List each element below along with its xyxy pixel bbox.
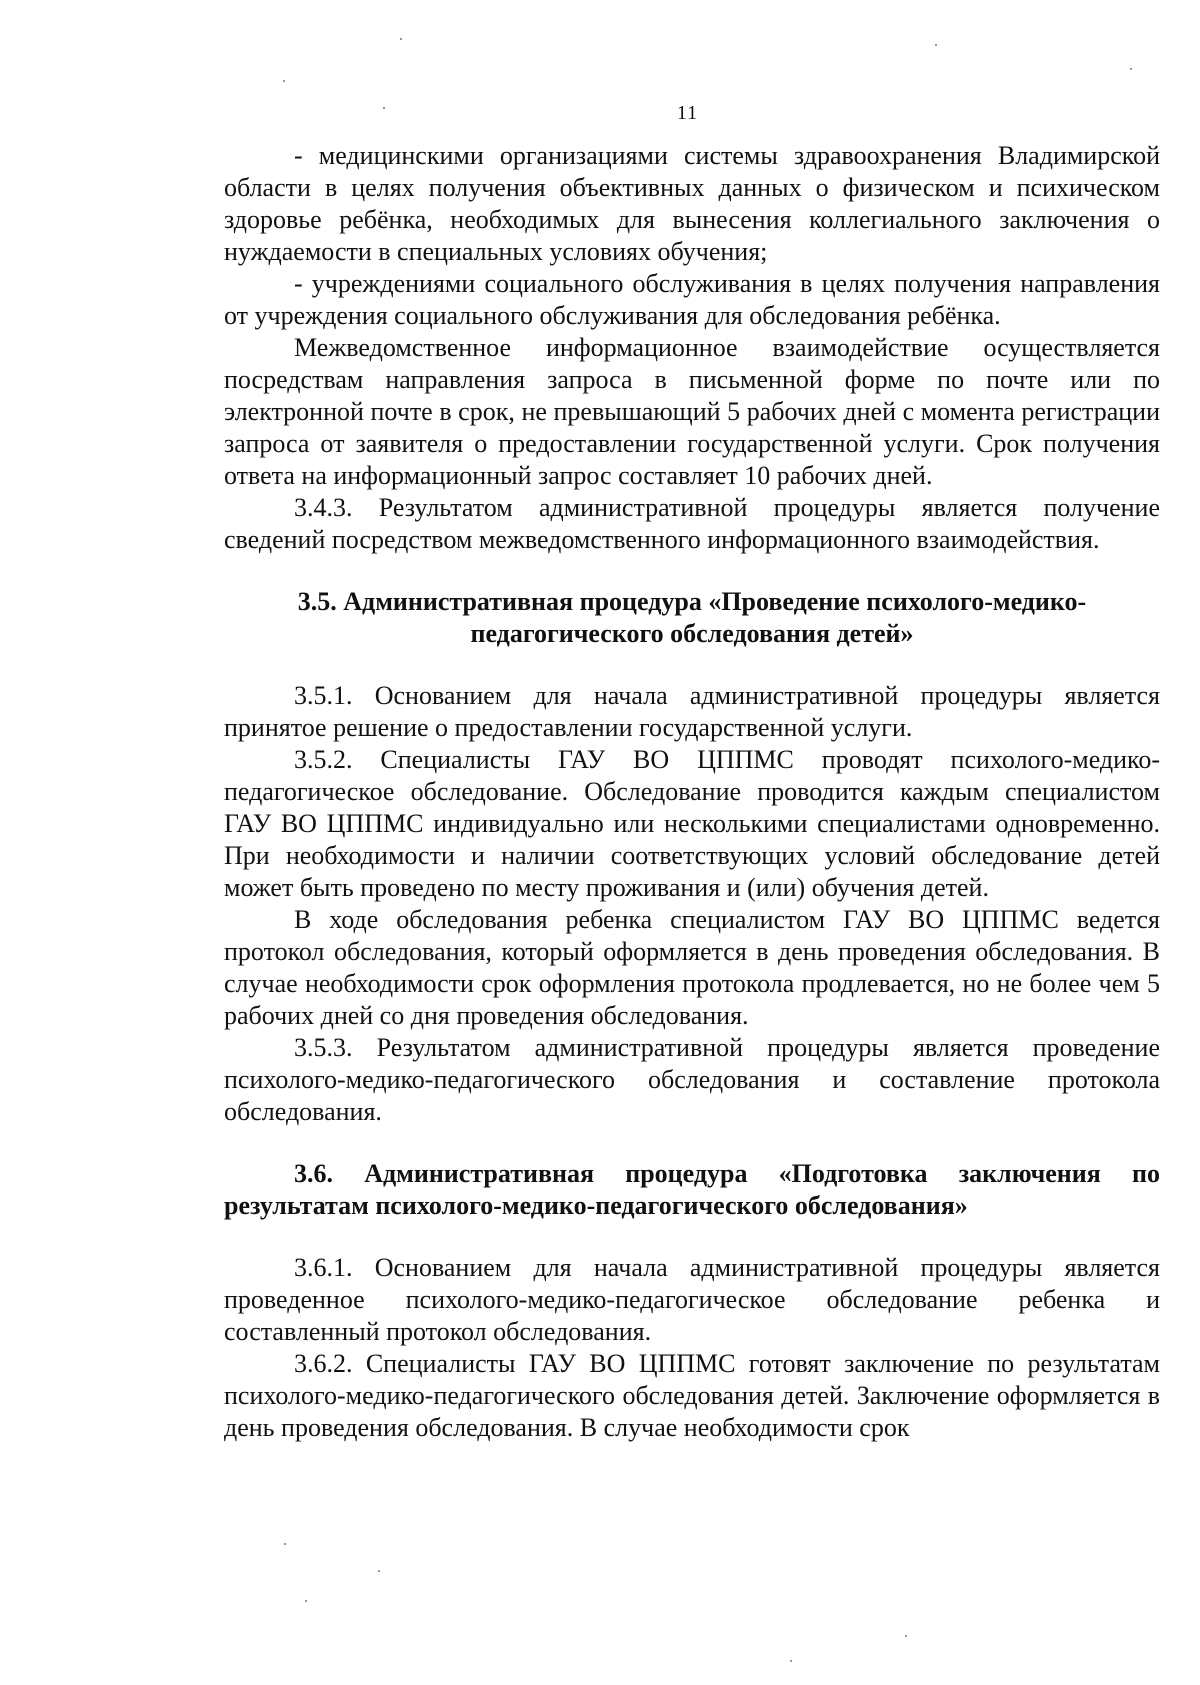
paragraph: В ходе обследования ребенка специалистом ГАУ ВО ЦППМС ведется протокол обследования, который оформляется в день проведения обследования. В случае необходимости срок оформления протокола продлевается, но не более чем 5 рабочих дней со дня проведения обследования. <box>224 905 1160 1030</box>
spacer <box>224 1222 1160 1252</box>
paragraph: Межведомственное информационное взаимодействие осуществляется посредствам направления запроса в письменной форме по почте или по электронной почте в срок, не превышающий 5 рабочих дней с момента регистрации запроса от заявителя о предоставлении государственной услуги. Срок получения ответа на информационный запрос составляет 10 рабочих дней. <box>224 333 1160 490</box>
scan-speck <box>283 80 285 82</box>
scan-speck <box>378 1570 380 1572</box>
paragraph: 3.6.1. Основанием для начала административной процедуры является проведенное психолого-медико-педагогическое обследование ребенка и составленный протокол обследования. <box>224 1253 1160 1346</box>
scan-speck <box>1130 68 1132 70</box>
paragraph: 3.5.3. Результатом административной процедуры является проведение психолого-медико-педагогического обследования и составление протокола обследования. <box>224 1033 1160 1126</box>
scan-speck <box>935 44 937 46</box>
spacer <box>224 650 1160 680</box>
paragraph: 3.6.2. Специалисты ГАУ ВО ЦППМС готовят заключение по результатам психолого-медико-педагогического обследования детей. Заключение оформляется в день проведения обследования. В случае необходимости срок <box>224 1349 1160 1442</box>
paragraph: 3.5.1. Основанием для начала административной процедуры является принятое решение о предоставлении государственной услуги. <box>224 681 1160 742</box>
document-body <box>224 140 1160 1444</box>
scan-speck <box>905 1635 907 1637</box>
spacer <box>224 1128 1160 1158</box>
section-heading-3-6: 3.6. Административная процедура «Подготовка заключения по результатам психолого-медико-педагогического обследования» <box>224 1159 1160 1220</box>
scan-speck <box>383 107 385 109</box>
paragraph: 3.5.2. Специалисты ГАУ ВО ЦППМС проводят психолого-медико-педагогическое обследование. Обследование проводится каждым специалистом ГАУ ВО ЦППМС индивидуально или несколькими специалистами одновременно. При необходимости и наличии соответствующих условий обследование детей может быть проведено по месту проживания и (или) обучения детей. <box>224 745 1160 902</box>
paragraph: - медицинскими организациями системы здравоохранения Владимирской области в целях получения объективных данных о физическом и психическом здоровье ребёнка, необходимых для вынесения коллегиального заключения о нуждаемости в специальных условиях обучения; <box>224 141 1160 266</box>
scan-speck <box>400 38 402 40</box>
spacer <box>224 556 1160 586</box>
paragraph: 3.4.3. Результатом административной процедуры является получение сведений посредством межведомственного информационного взаимодействия. <box>224 493 1160 554</box>
scan-speck <box>790 1660 792 1662</box>
paragraph: - учреждениями социального обслуживания в целях получения направления от учреждения социального обслуживания для обследования ребёнка. <box>224 269 1160 330</box>
page-number: 11 <box>676 102 699 124</box>
scan-speck <box>284 1543 286 1545</box>
section-heading-3-5: 3.5. Административная процедура «Проведение психолого-медико-педагогического обследования детей» <box>297 587 1087 648</box>
scan-speck <box>305 1600 307 1602</box>
